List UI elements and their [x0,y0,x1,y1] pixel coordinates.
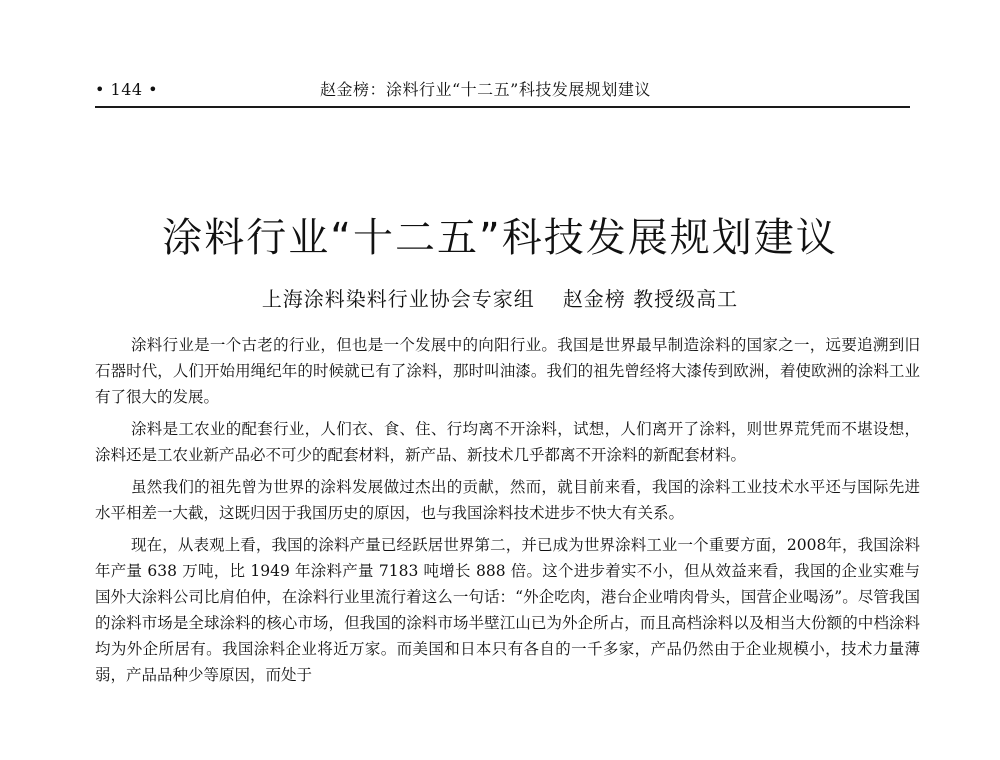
header-divider [95,106,910,108]
paragraph-3: 虽然我们的祖先曾为世界的涂料发展做过杰出的贡献，然而，就目前来看，我国的涂料工业技术水平还与国际先进水平相差一大截，这既归因于我国历史的原因，也与我国涂料技术进步不快大有关系。 [95,478,920,522]
running-title: 赵金榜：涂料行业“十二五”科技发展规划建议 [320,80,651,99]
author-organization: 上海涂料染料行业协会专家组 [261,287,535,311]
paragraph-4: 现在，从表观上看，我国的涂料产量已经跃居世界第二，并已成为世界涂料工业一个重要方面，2008年，我国涂料年产量 638 万吨，比 1949 年涂料产量 7183 吨增长 888 倍。这个进步着实不小，但从效益来看，我国的企业实难与国外大涂料公司比肩伯仲，在涂料行业里流行着这么一句话：“外企吃肉，港台企业啃肉骨头，国营企业喝汤”。尽管我国的涂料市场是全球涂料的核心市场，但我国的涂料市场半壁江山已为外企所占，而且高档涂料以及相当大份额的中档涂料均为外企所居有。我国涂料企业将近万家。而美国和日本只有各自的一千多家，产品仍然由于企业规模小，技术力量薄弱，产品品种少等原因，而处于 [95,536,920,684]
article-body [95,332,920,694]
article-title: 涂料行业“十二五”科技发展规划建议 [162,215,838,261]
running-header [95,76,910,104]
byline [0,284,1000,314]
paragraph-2: 涂料是工农业的配套行业，人们衣、食、住、行均离不开涂料，试想，人们离开了涂料，则世界荒凭而不堪设想，涂料还是工农业新产品必不可少的配套材料，新产品、新技术几乎都离不开涂料的新配套材料。 [95,420,920,464]
author-name: 赵金榜 教授级高工 [562,287,739,311]
paragraph-1: 涂料行业是一个古老的行业，但也是一个发展中的向阳行业。我国是世界最早制造涂料的国家之一，远要追溯到旧石器时代，人们开始用绳纪年的时候就已有了涂料，那时叫油漆。我们的祖先曾经将大漆传到欧洲，着使欧洲的涂料工业有了很大的发展。 [95,336,920,406]
page-number: • 144 • [95,80,159,99]
